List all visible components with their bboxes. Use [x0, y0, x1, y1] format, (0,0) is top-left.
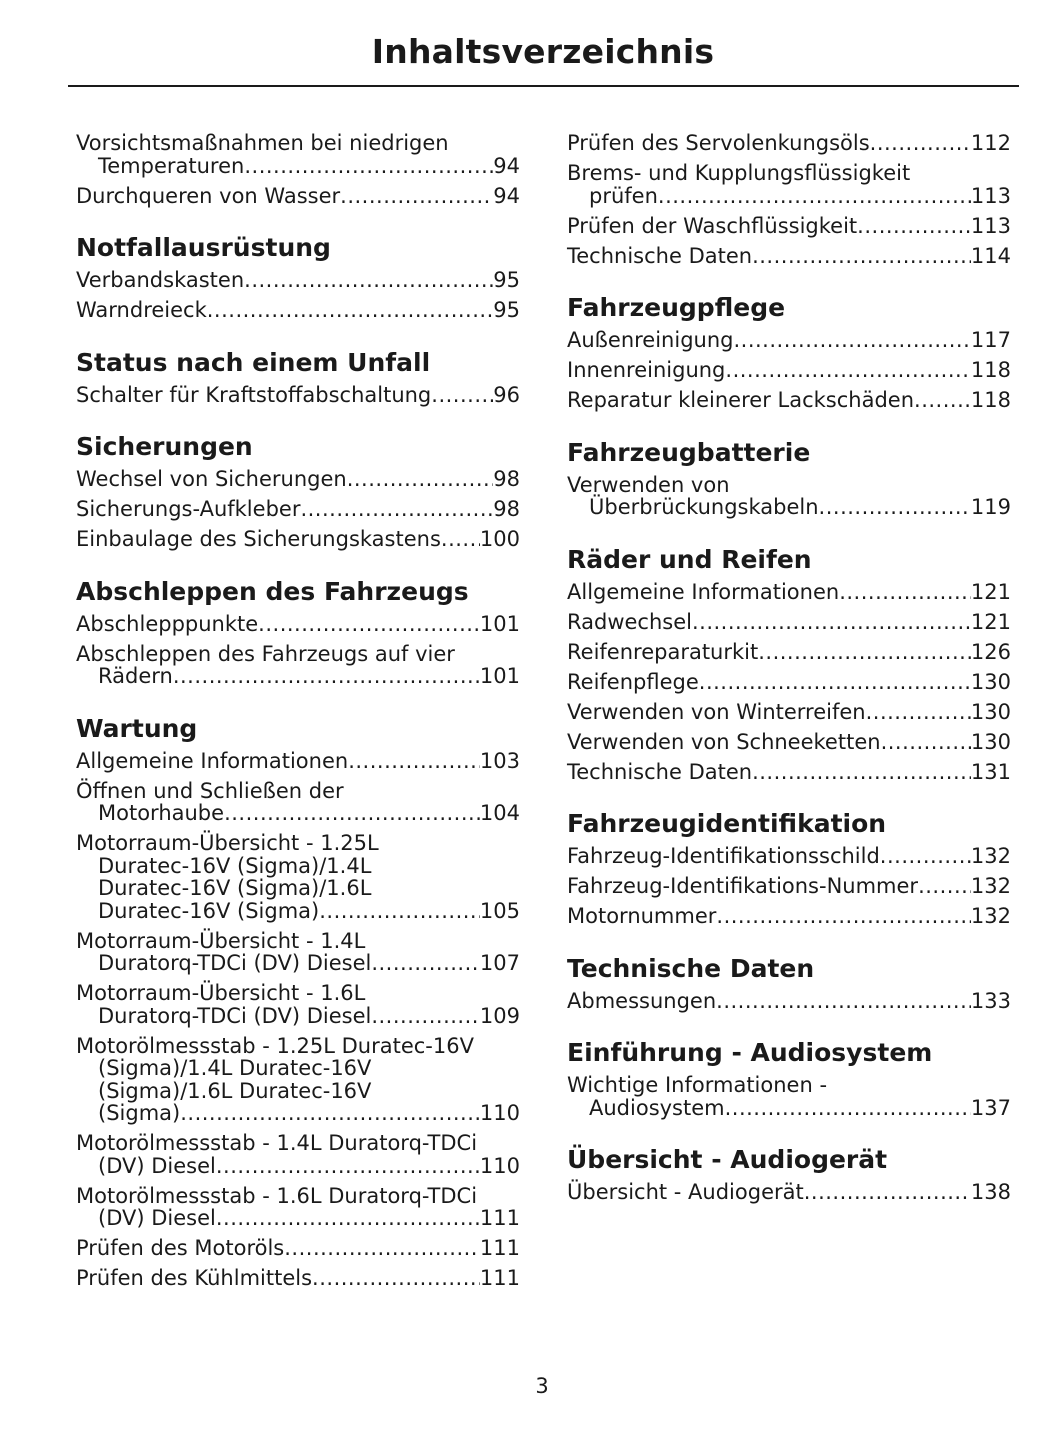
toc-entry[interactable] — [76, 299, 520, 322]
toc-entry-line — [76, 802, 520, 825]
toc-entry-line — [76, 1237, 520, 1260]
toc-entry-page: 95 — [493, 268, 520, 292]
dot-leader — [284, 1237, 480, 1260]
toc-entry-line — [76, 1207, 520, 1230]
dot-leader — [880, 845, 971, 868]
dot-leader — [870, 132, 971, 155]
dot-leader — [866, 701, 971, 724]
dot-leader — [716, 990, 971, 1013]
toc-entry-text: Allgemeine Informationen — [567, 579, 840, 604]
toc-entry-text: Warndreieck — [76, 298, 207, 322]
toc-entry[interactable] — [567, 329, 1011, 352]
section-heading: Fahrzeugpflege — [567, 293, 786, 322]
toc-entry-text: Duratorq-TDCi (DV) Diesel — [98, 951, 372, 975]
toc-entry-text: Rädern — [98, 664, 173, 688]
toc-entry-text: Duratorq-TDCi (DV) Diesel — [98, 1003, 372, 1028]
toc-entry-line — [76, 498, 520, 521]
toc-entry-text: Überbrückungskabeln — [589, 495, 819, 519]
toc-entry-text: (DV) Diesel — [98, 1153, 216, 1178]
toc-entry-line — [567, 329, 1011, 352]
toc-entry-text: Verbandskasten — [76, 268, 245, 292]
toc-entry-text: Audiosystem — [589, 1095, 725, 1120]
toc-section-einfuehrung-audiosystem — [567, 1036, 1011, 1119]
toc-entry-text: Abschlepppunkte — [76, 611, 259, 636]
toc-entry-page: 111 — [479, 1206, 520, 1230]
dot-leader — [752, 245, 971, 268]
toc-entry[interactable] — [567, 245, 1011, 268]
toc-entry[interactable] — [567, 845, 1011, 868]
dot-leader — [347, 468, 494, 491]
toc-entry[interactable] — [567, 1181, 1011, 1204]
toc-entry[interactable] — [567, 611, 1011, 634]
toc-entry[interactable] — [567, 359, 1011, 382]
toc-entry-text: Prüfen der Waschflüssigkeit — [567, 213, 858, 238]
toc-section-sicherungen — [76, 430, 520, 551]
section-heading: Fahrzeugbatterie — [567, 437, 811, 467]
toc-entry-text: Fahrzeug-Identifikations-Nummer — [567, 874, 919, 898]
toc-entry-line — [76, 185, 520, 208]
toc-entry-line — [76, 613, 520, 636]
toc-entry[interactable] — [76, 832, 520, 922]
dot-leader — [839, 581, 971, 604]
toc-entry-text: Motorölmessstab - 1.25L Duratec-16V — [76, 1033, 474, 1058]
dot-leader — [244, 269, 493, 292]
toc-entry-page: 118 — [970, 388, 1011, 412]
toc-entry-text: Motorraum-Übersicht - 1.4L — [76, 928, 366, 953]
page-number: 3 — [535, 1374, 549, 1398]
toc-entry-page: 94 — [493, 153, 520, 178]
toc-entry-text: (Sigma)/1.4L Duratec-16V — [98, 1056, 372, 1080]
toc-entry[interactable] — [567, 905, 1011, 928]
dot-leader — [914, 389, 971, 412]
section-heading: Übersicht - Audiogerät — [567, 1145, 888, 1174]
dot-leader — [224, 802, 480, 825]
toc-entry-page: 109 — [479, 1003, 520, 1028]
toc-section-abschleppen-des-fahrzeugs — [76, 575, 520, 688]
toc-entry-page: 98 — [493, 497, 520, 521]
toc-entry-text: Abmessungen — [567, 988, 717, 1013]
toc-section-uebersicht-audiogeraet — [567, 1143, 1011, 1204]
dot-leader — [244, 155, 493, 178]
toc-entry-page: 95 — [493, 298, 520, 322]
dot-leader — [319, 900, 480, 923]
toc-entry-text: Technische Daten — [567, 759, 753, 784]
section-heading: Räder und Reifen — [567, 544, 812, 574]
toc-entry-text: Reifenpflege — [567, 669, 699, 694]
dot-leader — [371, 952, 480, 975]
toc-entry-page: 121 — [970, 579, 1011, 604]
toc-entry-text: Duratec-16V (Sigma)/1.6L — [98, 876, 372, 900]
toc-entry-text: Allgemeine Informationen — [76, 748, 349, 773]
toc-entry-page: 110 — [479, 1101, 520, 1125]
toc-entry[interactable] — [567, 641, 1011, 664]
toc-entry[interactable] — [567, 389, 1011, 412]
toc-entry[interactable] — [567, 132, 1011, 155]
toc-entry[interactable] — [76, 384, 520, 407]
toc-entry-line — [567, 132, 1011, 155]
toc-entry-line — [76, 1267, 520, 1290]
toc-entry-line — [567, 1181, 1011, 1204]
toc-entry-line — [76, 269, 520, 292]
toc-entry-text: Verwenden von Schneeketten — [567, 729, 881, 754]
toc-entry-text: Reparatur kleinerer Lackschäden — [567, 388, 915, 412]
toc-entry-text: Motorhaube — [98, 801, 225, 825]
toc-entry-text: Motorölmessstab - 1.4L Duratorq-TDCi — [76, 1131, 478, 1155]
toc-entry-text: Durchqueren von Wasser — [76, 183, 341, 208]
dot-leader — [804, 1181, 971, 1204]
toc-entry-page: 101 — [479, 664, 520, 688]
toc-entry-line — [567, 389, 1011, 412]
toc-entry[interactable] — [567, 761, 1011, 784]
toc-entry[interactable] — [567, 581, 1011, 604]
toc-entry-text: Abschleppen des Fahrzeugs auf vier — [76, 641, 455, 666]
toc-entry-page: 119 — [970, 495, 1011, 519]
toc-entry-text: Prüfen des Kühlmittels — [76, 1266, 313, 1290]
toc-entry[interactable] — [76, 1237, 520, 1260]
toc-entry-page: 117 — [970, 328, 1011, 352]
toc-entry-text: Fahrzeug-Identifikationsschild — [567, 844, 880, 868]
toc-section-fahrzeugidentifikation — [567, 807, 1011, 928]
toc-entry-page: 138 — [970, 1180, 1011, 1204]
toc-entry-page: 132 — [970, 844, 1011, 868]
toc-left-column — [76, 132, 520, 1314]
toc-entry-text: Öffnen und Schließen der — [76, 778, 344, 803]
toc-section-notfallausruestung — [76, 231, 520, 322]
dot-leader — [312, 1267, 480, 1290]
toc-entry[interactable] — [76, 750, 520, 773]
toc-entry-page: 131 — [970, 759, 1011, 784]
toc-entry-text: Einbaulage des Sicherungskastens — [76, 527, 441, 551]
toc-entry[interactable] — [76, 468, 520, 491]
toc-entry-page: 133 — [970, 988, 1011, 1013]
toc-entry-line — [567, 875, 1011, 898]
dot-leader — [733, 329, 970, 352]
toc-entry-page: 96 — [493, 382, 520, 407]
toc-entry[interactable] — [76, 1267, 520, 1290]
dot-leader — [207, 299, 494, 322]
toc-entry-page: 121 — [970, 609, 1011, 634]
toc-entry[interactable] — [76, 1035, 520, 1125]
toc-entry-page: 113 — [970, 183, 1011, 208]
dot-leader — [699, 671, 971, 694]
toc-entry-page: 130 — [970, 729, 1011, 754]
toc-entry-page: 113 — [970, 213, 1011, 238]
toc-entry[interactable] — [567, 215, 1011, 238]
toc-entry-line — [567, 701, 1011, 724]
toc-entry-line — [567, 761, 1011, 784]
toc-entry-page: 107 — [479, 951, 520, 975]
toc-entry[interactable] — [76, 982, 520, 1027]
toc-entry-line — [76, 665, 520, 688]
toc-entry[interactable] — [76, 613, 520, 636]
toc-entry-line — [76, 952, 520, 975]
toc-section-continued — [567, 132, 1011, 267]
toc-entry-text: Sicherungs-Aufkleber — [76, 497, 301, 521]
toc-entry-text: Motornummer — [567, 904, 717, 928]
toc-entry-text: Motorölmessstab - 1.6L Duratorq-TDCi — [76, 1183, 478, 1208]
toc-entry-text: prüfen — [589, 183, 658, 208]
toc-entry-line — [76, 1005, 520, 1028]
dot-leader — [300, 498, 493, 521]
toc-entry-page: 103 — [479, 748, 520, 773]
toc-entry-line — [567, 641, 1011, 664]
toc-entry[interactable] — [76, 498, 520, 521]
toc-entry-line — [567, 581, 1011, 604]
toc-entry-line — [567, 245, 1011, 268]
toc-entry-text: Verwenden von — [567, 472, 730, 497]
toc-entry[interactable] — [76, 930, 520, 975]
toc-section-raeder-und-reifen — [567, 543, 1011, 784]
toc-entry-text: Prüfen des Motoröls — [76, 1236, 285, 1260]
toc-entry-line — [76, 1155, 520, 1178]
dot-leader — [180, 1102, 480, 1125]
toc-entry-text: Prüfen des Servolenkungsöls — [567, 131, 870, 155]
toc-entry-line — [567, 185, 1011, 208]
toc-entry-page: 132 — [970, 874, 1011, 898]
toc-entry-line — [567, 496, 1011, 519]
toc-entry-text: Wechsel von Sicherungen — [76, 467, 347, 491]
toc-entry-text: Reifenreparaturkit — [567, 639, 759, 664]
toc-entry-line — [567, 359, 1011, 382]
toc-entry-line — [567, 1097, 1011, 1120]
toc-entry-line — [567, 215, 1011, 238]
toc-entry-line — [567, 731, 1011, 754]
toc-entry-line — [567, 671, 1011, 694]
toc-entry-text: Technische Daten — [567, 243, 753, 268]
toc-entry-line — [76, 528, 520, 551]
dot-leader — [258, 613, 480, 636]
toc-entry[interactable] — [567, 671, 1011, 694]
toc-entry-page: 110 — [479, 1153, 520, 1178]
dot-leader — [216, 1155, 480, 1178]
toc-entry-page: 104 — [479, 801, 520, 825]
toc-entry-line — [76, 900, 520, 923]
toc-entry-line — [76, 155, 520, 178]
toc-entry[interactable] — [567, 990, 1011, 1013]
toc-entry-line — [567, 990, 1011, 1013]
dot-leader — [881, 731, 971, 754]
toc-entry-page: 126 — [970, 639, 1011, 664]
section-heading: Wartung — [76, 713, 198, 743]
section-heading: Sicherungen — [76, 432, 253, 461]
toc-section-wartung — [76, 712, 520, 1290]
toc-entry-line — [567, 845, 1011, 868]
toc-entry-text: (Sigma)/1.6L Duratec-16V — [98, 1078, 372, 1103]
toc-entry[interactable] — [76, 528, 520, 551]
toc-entry-text: Duratec-16V (Sigma)/1.4L — [98, 853, 372, 878]
dot-leader — [918, 875, 971, 898]
dot-leader — [216, 1207, 480, 1230]
section-heading: Fahrzeugidentifikation — [567, 809, 887, 838]
toc-entry-text: (DV) Diesel — [98, 1206, 216, 1230]
toc-entry-page: 130 — [970, 669, 1011, 694]
dot-leader — [348, 750, 480, 773]
toc-entry[interactable] — [76, 780, 520, 825]
toc-entry-page: 105 — [479, 898, 520, 923]
dot-leader — [173, 665, 480, 688]
dot-leader — [752, 761, 971, 784]
toc-entry[interactable] — [76, 185, 520, 208]
toc-entry-text: Innenreinigung — [567, 358, 726, 382]
toc-entry-page: 101 — [479, 611, 520, 636]
toc-entry[interactable] — [567, 875, 1011, 898]
section-heading: Technische Daten — [567, 953, 815, 983]
toc-section-status-nach-einem-unfall — [76, 346, 520, 407]
title-divider — [68, 85, 1019, 87]
dot-leader — [431, 384, 493, 407]
toc-entry-page: 130 — [970, 699, 1011, 724]
toc-right-column — [567, 132, 1011, 1228]
dot-leader — [658, 185, 971, 208]
dot-leader — [819, 496, 971, 519]
section-heading: Notfallausrüstung — [76, 233, 331, 262]
toc-section-technische-daten — [567, 952, 1011, 1013]
toc-entry-text: Duratec-16V (Sigma) — [98, 898, 320, 923]
toc-entry-text: Außenreinigung — [567, 328, 734, 352]
toc-entry-text: Radwechsel — [567, 609, 692, 634]
toc-entry[interactable] — [567, 701, 1011, 724]
toc-entry[interactable] — [567, 1074, 1011, 1119]
toc-section-fahrzeugbatterie — [567, 436, 1011, 519]
toc-entry-line — [76, 468, 520, 491]
toc-entry-text: Brems- und Kupplungsflüssigkeit — [567, 161, 911, 185]
toc-entry[interactable] — [76, 1132, 520, 1177]
toc-section-continued — [76, 132, 520, 207]
page-title: Inhaltsverzeichnis — [371, 32, 715, 71]
toc-entry-page: 112 — [970, 131, 1011, 155]
toc-entry-page: 114 — [970, 243, 1011, 268]
toc-entry-text: Wichtige Informationen - — [567, 1073, 828, 1097]
toc-entry-text: Motorraum-Übersicht - 1.25L — [76, 831, 379, 855]
toc-entry-page: 118 — [970, 358, 1011, 382]
toc-entry-page: 132 — [970, 904, 1011, 928]
section-heading: Status nach einem Unfall — [76, 347, 431, 377]
toc-entry-text: Schalter für Kraftstoffabschaltung — [76, 382, 432, 407]
dot-leader — [692, 611, 971, 634]
dot-leader — [758, 641, 971, 664]
toc-section-fahrzeugpflege — [567, 291, 1011, 412]
dot-leader — [340, 185, 493, 208]
toc-entry[interactable] — [567, 731, 1011, 754]
toc-entry[interactable] — [76, 643, 520, 688]
toc-entry-page: 98 — [493, 467, 520, 491]
toc-entry-line — [76, 750, 520, 773]
toc-entry-page: 94 — [493, 183, 520, 208]
toc-entry-text: (Sigma) — [98, 1101, 181, 1125]
toc-entry-line — [567, 905, 1011, 928]
dot-leader — [441, 528, 480, 551]
toc-entry-page: 137 — [970, 1095, 1011, 1120]
toc-entry[interactable] — [76, 1185, 520, 1230]
toc-entry-text: Vorsichtsmaßnahmen bei niedrigen — [76, 131, 449, 155]
section-heading: Einführung - Audiosystem — [567, 1038, 933, 1067]
toc-entry-text: Verwenden von Winterreifen — [567, 699, 866, 724]
toc-entry-text: Temperaturen — [98, 153, 245, 178]
dot-leader — [371, 1005, 480, 1028]
toc-entry-line — [567, 611, 1011, 634]
dot-leader — [857, 215, 971, 238]
toc-entry[interactable] — [567, 474, 1011, 519]
dot-leader — [725, 1097, 971, 1120]
toc-entry-line — [76, 384, 520, 407]
toc-entry-page: 111 — [479, 1236, 520, 1260]
toc-entry[interactable] — [567, 162, 1011, 207]
toc-entry-page: 100 — [479, 527, 520, 551]
toc-entry-page: 111 — [479, 1266, 520, 1290]
toc-entry[interactable] — [76, 269, 520, 292]
dot-leader — [725, 359, 971, 382]
dot-leader — [716, 905, 971, 928]
section-heading: Abschleppen des Fahrzeugs — [76, 576, 469, 606]
toc-entry[interactable] — [76, 132, 520, 177]
toc-entry-text: Motorraum-Übersicht - 1.6L — [76, 981, 366, 1005]
toc-entry-line — [76, 1102, 520, 1125]
toc-entry-line — [76, 299, 520, 322]
toc-entry-text: Übersicht - Audiogerät — [567, 1180, 804, 1204]
